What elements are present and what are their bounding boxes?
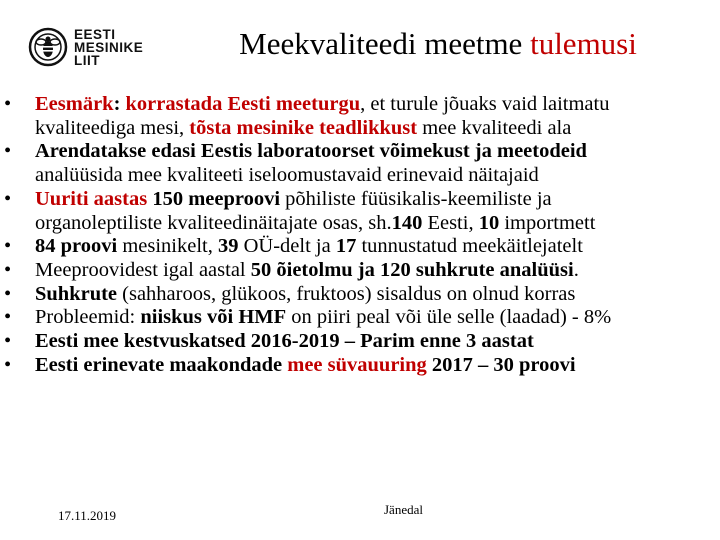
bullet-text-segment: OÜ-delt ja xyxy=(238,235,336,258)
logo-text xyxy=(74,28,143,67)
bullet-item xyxy=(0,235,716,259)
bullet-text-segment: Meeproovidest igal aastal xyxy=(35,258,251,281)
bullet-text-segment: (sahharoos, glükoos, fruktoos) sisaldus on olnud korras xyxy=(117,282,576,305)
logo xyxy=(28,22,188,72)
bullet-text-segment: Eesti mee kestvuskatsed 2016-2019 – Parim enne 3 aastat xyxy=(35,330,534,353)
bullet-text-segment: korrastada Eesti meeturgu xyxy=(125,93,361,115)
logo-line: MESINIKE xyxy=(74,39,144,55)
bullet-text-segment: kvaliteediga mesi, xyxy=(35,116,190,139)
bullet-text-segment: mee süvauuring xyxy=(287,353,427,376)
bullet-text-segment: Probleemid: xyxy=(35,306,141,329)
bullet-text-segment: mee kvaliteedi ala xyxy=(417,116,572,139)
title-main: Meekvaliteedi meetme xyxy=(239,26,531,61)
title-highlight: tulemusi xyxy=(530,26,637,61)
bullet-text-segment: importmett xyxy=(499,211,596,234)
bullet-text-segment: Suhkrute xyxy=(35,282,118,305)
bullet-text-segment: 39 xyxy=(217,235,239,258)
bullet-item xyxy=(0,188,716,235)
page-title xyxy=(188,24,688,64)
bullet-text-segment: organoleptiliste kvaliteedinäitajate osas, sh. xyxy=(35,211,392,234)
bullet-text-segment: niiskus või HMF xyxy=(140,306,287,329)
bullet-text-segment: . xyxy=(573,258,579,281)
bullet-text-segment: Arendatakse edasi Eestis laboratoorset võimekust ja meetodeid xyxy=(35,140,587,163)
bullet-text-segment: 10 xyxy=(478,211,500,234)
bullet-item xyxy=(0,140,716,187)
bullet-text-segment: tunnustatud meekäitlejatelt xyxy=(356,235,583,258)
bullet-text-segment: Eesti erinevate maakondade xyxy=(35,353,288,376)
bullet-list xyxy=(0,93,716,377)
bullet-text-segment: on piiri peal või üle selle (laadad) - 8% xyxy=(286,306,612,329)
bullet-text-segment: , et turule jõuaks vaid laitmatu xyxy=(360,93,610,115)
bullet-text-segment: 150 xyxy=(147,187,189,210)
bullet-text-segment: 2017 – 30 proovi xyxy=(426,353,576,376)
bullet-item xyxy=(0,354,716,378)
bullet-text-segment: analüüsida mee kvaliteeti iseloomustavaid erinevaid näitajaid xyxy=(35,164,539,187)
bullet-text-segment: Uuriti aastas xyxy=(35,187,148,210)
footer-date: 17.11.2019 xyxy=(58,508,117,523)
bullet-text-segment: mesinikelt, xyxy=(117,235,218,258)
bullet-text-segment: 140 xyxy=(391,211,423,234)
bullet-item xyxy=(0,283,716,307)
footer-location: Jänedal xyxy=(384,502,423,517)
bullet-text-segment: Eesmärk xyxy=(35,93,114,115)
bullet-text-segment: 84 proovi xyxy=(35,235,118,258)
bullet-item xyxy=(0,306,716,330)
bullet-text-segment: Eesti, xyxy=(422,211,479,234)
bullet-text-segment: meeproovi xyxy=(188,187,281,210)
logo-line: LIIT xyxy=(74,52,100,68)
bullet-item xyxy=(0,330,716,354)
bullet-text-segment: 17 xyxy=(335,235,357,258)
bullet-text-segment: tõsta mesinike teadlikkust xyxy=(189,116,418,139)
bullet-text-segment: : xyxy=(113,93,126,115)
bee-emblem-icon xyxy=(28,27,68,67)
bullet-item xyxy=(0,259,716,283)
bullet-item xyxy=(0,93,716,140)
bullet-text-segment: 50 õietolmu ja 120 suhkrute analüüsi xyxy=(250,258,574,281)
logo-line: EESTI xyxy=(74,26,116,42)
bullet-text-segment: põhiliste füüsikalis-keemiliste ja xyxy=(280,187,552,210)
